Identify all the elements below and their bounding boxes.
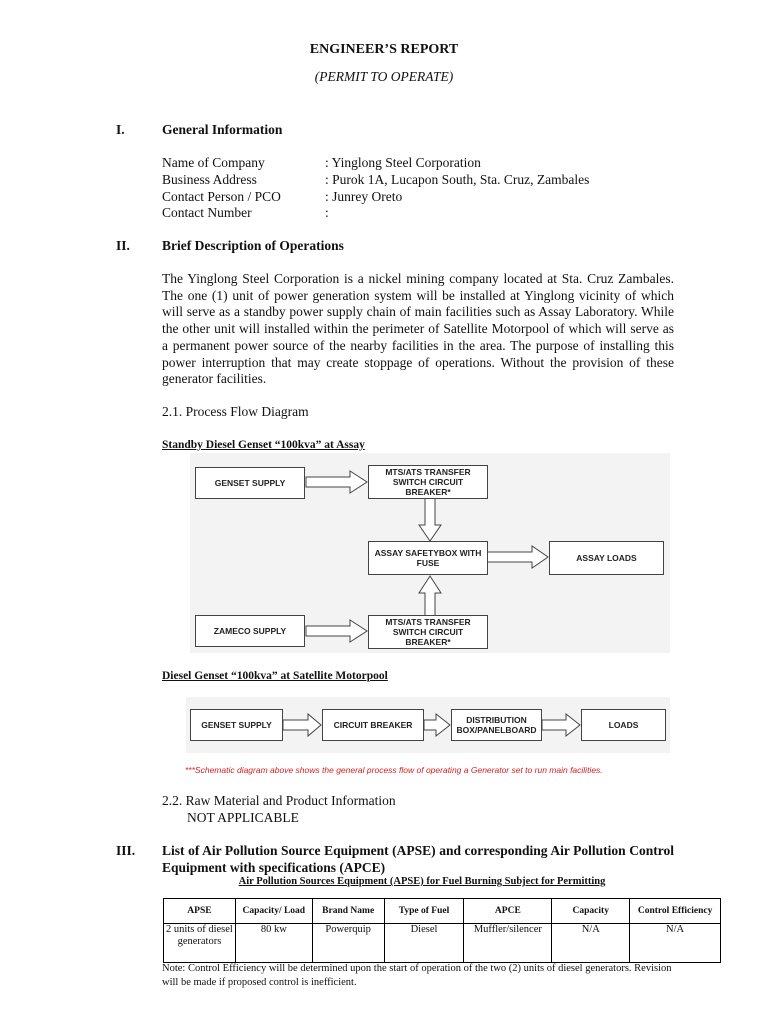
arrow-zameco-to-mts2 bbox=[306, 620, 367, 642]
info-value-contact-number: : bbox=[325, 205, 329, 220]
col-header-capacity-load: Capacity/ Load bbox=[235, 899, 312, 924]
table-note: Note: Control Efficiency will be determined upon the start of operation of the two (2) units of diesel generators. Revision will be made if proposed control is inefficient. bbox=[162, 963, 672, 988]
loads-box: LOADS bbox=[581, 709, 666, 741]
process-flow-subheading: 2.1. Process Flow Diagram bbox=[162, 404, 309, 419]
col-header-efficiency: Control Efficiency bbox=[630, 899, 721, 924]
transfer-switch-box-1: MTS/ATS TRANSFER SWITCH CIRCUIT BREAKER* bbox=[368, 465, 488, 499]
schematic-note: ***Schematic diagram above shows the general process flow of operating a Generator set to run main facilities. bbox=[185, 765, 603, 775]
table-title: Air Pollution Sources Equipment (APSE) for Fuel Burning Subject for Permitting bbox=[238, 876, 606, 887]
col-header-apse: APSE bbox=[164, 899, 236, 924]
assay-loads-box: ASSAY LOADS bbox=[549, 541, 664, 575]
report-subtitle: (PERMIT TO OPERATE) bbox=[314, 69, 454, 84]
info-value-company: : Yinglong Steel Corporation bbox=[325, 155, 481, 170]
arrow-safety-to-loads bbox=[487, 546, 548, 568]
cell-apce: Muffler/silencer bbox=[464, 924, 552, 963]
genset-supply-box: GENSET SUPPLY bbox=[195, 467, 305, 499]
operations-description: The Yinglong Steel Corporation is a nickel mining company located at Sta. Cruz Zambales. The one (1) unit of power generation system will be installed at Yinglong vicinity of which will serve as a standby power supply chain of main facilities such as Assay Laboratory. While the other unit will installed within the perimeter of Satellite Motorpool of which will serve as a permanent power source of the nearby facilities in the area. The purpose of installing this power interruption that may create stoppage of operations. Without the provision of these generator facilities. bbox=[162, 271, 674, 387]
col-header-brand: Brand Name bbox=[312, 899, 384, 924]
table-row bbox=[164, 924, 721, 963]
report-title: ENGINEER’S REPORT bbox=[309, 42, 459, 57]
apse-table bbox=[163, 898, 721, 963]
info-value-address: : Purok 1A, Lucapon South, Sta. Cruz, Zambales bbox=[325, 172, 590, 187]
info-label-company: Name of Company bbox=[162, 155, 265, 170]
col-header-capacity: Capacity bbox=[552, 899, 630, 924]
section-3-heading: List of Air Pollution Source Equipment (APSE) and corresponding Air Pollution Control Equipment with specifications (APCE) bbox=[162, 843, 674, 875]
section-3-number: III. bbox=[116, 843, 136, 858]
diagram-1-title: Standby Diesel Genset “100kva” at Assay bbox=[162, 439, 365, 451]
cell-apse: 2 units of diesel generators bbox=[164, 924, 236, 963]
info-label-contact-person: Contact Person / PCO bbox=[162, 189, 281, 204]
section-1-heading: General Information bbox=[162, 122, 283, 137]
arrow-genset-to-mts bbox=[306, 471, 367, 493]
cell-capacity: N/A bbox=[552, 924, 630, 963]
arrow-mts-to-safety bbox=[419, 498, 441, 541]
assay-flow-diagram bbox=[190, 453, 670, 653]
arrow-genset-to-breaker bbox=[283, 714, 321, 736]
arrow-mts2-to-safety bbox=[419, 576, 441, 616]
col-header-apce: APCE bbox=[464, 899, 552, 924]
circuit-breaker-box: CIRCUIT BREAKER bbox=[322, 709, 424, 741]
distribution-box: DISTRIBUTION BOX/PANELBOARD bbox=[451, 709, 542, 741]
info-label-contact-number: Contact Number bbox=[162, 205, 252, 220]
transfer-switch-box-2: MTS/ATS TRANSFER SWITCH CIRCUIT BREAKER* bbox=[368, 615, 488, 649]
diagram-2-title: Diesel Genset “100kva” at Satellite Motorpool bbox=[162, 670, 388, 682]
table-header-row bbox=[164, 899, 721, 924]
raw-material-value: NOT APPLICABLE bbox=[187, 810, 299, 825]
cell-capacity-load: 80 kw bbox=[235, 924, 312, 963]
section-2-heading: Brief Description of Operations bbox=[162, 238, 344, 253]
arrow-distribution-to-loads bbox=[542, 714, 580, 736]
info-label-address: Business Address bbox=[162, 172, 257, 187]
col-header-fuel: Type of Fuel bbox=[384, 899, 464, 924]
section-1-number: I. bbox=[116, 122, 125, 137]
motorpool-flow-diagram bbox=[186, 697, 670, 753]
cell-brand: Powerquip bbox=[312, 924, 384, 963]
genset-supply-box-2: GENSET SUPPLY bbox=[190, 709, 283, 741]
cell-fuel: Diesel bbox=[384, 924, 464, 963]
raw-material-subheading: 2.2. Raw Material and Product Information bbox=[162, 793, 396, 808]
section-2-number: II. bbox=[116, 238, 130, 253]
zameco-supply-box: ZAMECO SUPPLY bbox=[195, 615, 305, 647]
assay-safetybox-box: ASSAY SAFETYBOX WITH FUSE bbox=[368, 541, 488, 575]
cell-efficiency: N/A bbox=[630, 924, 721, 963]
arrow-breaker-to-distribution bbox=[424, 714, 450, 736]
info-value-contact-person: : Junrey Oreto bbox=[325, 189, 403, 204]
